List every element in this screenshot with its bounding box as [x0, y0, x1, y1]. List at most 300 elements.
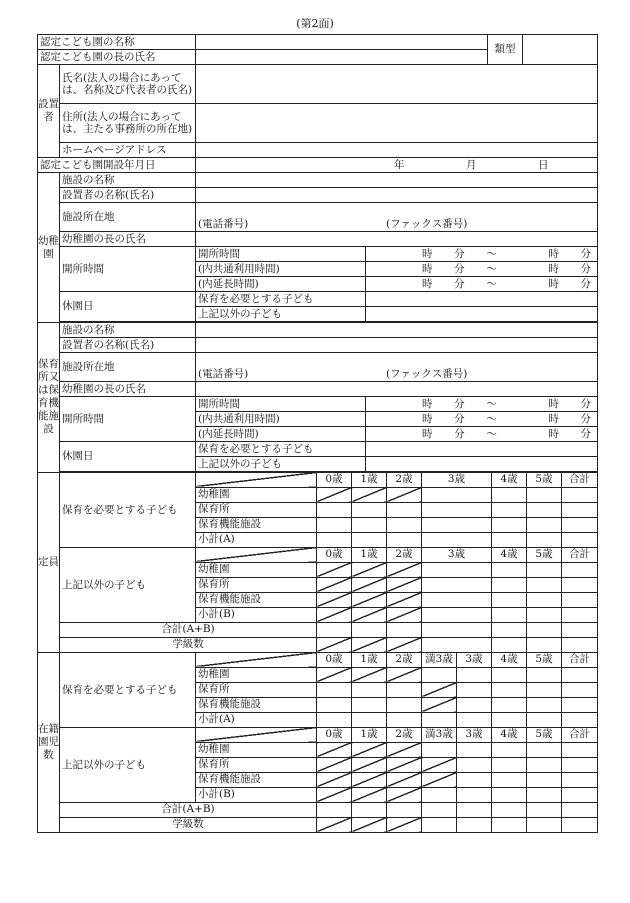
ns-common-hours-field[interactable]: [366, 412, 598, 427]
enr-cell[interactable]: [527, 757, 562, 772]
enr-cell[interactable]: [457, 802, 492, 817]
cap-cell[interactable]: [492, 502, 527, 517]
enr-age-header: 合計: [562, 652, 598, 667]
enr-cell[interactable]: [317, 697, 352, 712]
enr-cell[interactable]: [422, 817, 457, 832]
enr-cell[interactable]: [387, 682, 422, 697]
cap-cell[interactable]: [387, 502, 422, 517]
enr-cell-disabled: [352, 742, 387, 757]
cap-cell[interactable]: [422, 487, 492, 502]
cap-age-header: 合計: [562, 547, 598, 562]
enr-age-header: 満3歳: [422, 652, 457, 667]
cap-cell[interactable]: [387, 622, 422, 637]
cap-age-header: 2歳: [387, 547, 422, 562]
enr-cell-disabled: [317, 772, 352, 787]
enr-cell[interactable]: [562, 757, 598, 772]
enr-header-blank: [196, 652, 317, 667]
cap-cell[interactable]: [527, 622, 562, 637]
kg-closed-row: 上記以外の子ども: [196, 307, 366, 322]
kg-location-label: 施設所在地: [60, 203, 196, 232]
cap-cell[interactable]: [352, 517, 387, 532]
cap-cell-disabled: [352, 607, 387, 622]
cap-a-row-label: 保育所: [196, 502, 317, 517]
cap-total-label: 合計(A+B): [60, 622, 317, 637]
cap-group-a-label: 保育を必要とする子ども: [60, 472, 196, 547]
enr-cell-disabled: [387, 772, 422, 787]
cap-classes-label: 学級数: [60, 637, 317, 652]
cap-cell-disabled: [387, 637, 422, 652]
ns-founder-name-label: 設置者の名称(氏名): [60, 338, 196, 353]
kg-hours-row: 開所時間: [196, 247, 366, 262]
kg-facility-name-field[interactable]: [196, 173, 598, 188]
time-unit-label: 〜: [486, 412, 497, 425]
enr-cell[interactable]: [387, 802, 422, 817]
facility-name-label: 認定こども園の名称: [38, 35, 196, 50]
cap-cell[interactable]: [527, 517, 562, 532]
enr-age-header: 2歳: [387, 652, 422, 667]
enr-cell[interactable]: [562, 817, 598, 832]
ns-phone-label: (電話番号): [198, 368, 249, 380]
enr-cell[interactable]: [492, 817, 527, 832]
cap-cell-disabled: [352, 592, 387, 607]
enr-age-header: 4歳: [492, 652, 527, 667]
cap-age-header: 0歳: [317, 547, 352, 562]
cap-cell[interactable]: [492, 487, 527, 502]
director-name-label: 認定こども園の長の氏名: [38, 50, 196, 65]
cap-a-row-label: 幼稚園: [196, 487, 317, 502]
enr-cell[interactable]: [422, 742, 457, 757]
kg-director-label: 幼稚園の長の氏名: [60, 232, 196, 247]
homepage-label: ホームページアドレス: [60, 143, 196, 158]
ns-extended-hours-row: (内延長時間): [196, 427, 366, 442]
enr-subtotal-b-label: 小計(B): [196, 787, 317, 802]
cap-age-header: 0歳: [317, 472, 352, 487]
enr-b-row-label: 幼稚園: [196, 742, 317, 757]
enr-cell[interactable]: [562, 802, 598, 817]
cap-header-blank: [196, 472, 317, 487]
cap-cell-disabled: [317, 592, 352, 607]
enr-cell[interactable]: [492, 667, 527, 682]
enr-age-header: 4歳: [492, 727, 527, 742]
enr-subtotal-a-label: 小計(A): [196, 712, 317, 727]
cap-age-header: 2歳: [387, 472, 422, 487]
time-unit-label: 分: [580, 397, 591, 410]
enr-cell-disabled: [352, 757, 387, 772]
cap-age-header: 4歳: [492, 547, 527, 562]
enr-a-row-label: 保育所: [196, 682, 317, 697]
enr-cell[interactable]: [457, 787, 492, 802]
enr-cell[interactable]: [422, 667, 457, 682]
kg-closed-row: 保育を必要とする子ども: [196, 292, 366, 307]
enr-cell[interactable]: [527, 772, 562, 787]
enr-age-header: 1歳: [352, 652, 387, 667]
cap-cell[interactable]: [527, 637, 562, 652]
cap-age-header: 1歳: [352, 472, 387, 487]
enr-cell[interactable]: [527, 712, 562, 727]
cap-age-header: 5歳: [527, 472, 562, 487]
ns-closed-row: 保育を必要とする子ども: [196, 442, 366, 457]
enr-cell[interactable]: [317, 682, 352, 697]
enr-cell[interactable]: [492, 802, 527, 817]
cap-cell[interactable]: [422, 502, 492, 517]
founder-section-label: 設置者: [38, 65, 60, 158]
enr-cell[interactable]: [527, 667, 562, 682]
director-name-field[interactable]: [196, 50, 488, 65]
time-unit-label: 分: [454, 412, 465, 425]
enr-cell[interactable]: [562, 742, 598, 757]
cap-cell[interactable]: [317, 502, 352, 517]
cap-cell[interactable]: [527, 487, 562, 502]
enr-cell-disabled: [317, 787, 352, 802]
enr-cell[interactable]: [562, 682, 598, 697]
cap-subtotal-b-label: 小計(B): [196, 607, 317, 622]
enr-group-a-label: 保育を必要とする子ども: [60, 652, 196, 727]
cap-cell-disabled: [352, 487, 387, 502]
enr-cell[interactable]: [457, 667, 492, 682]
enr-cell-disabled: [352, 817, 387, 832]
cap-age-header: 4歳: [492, 472, 527, 487]
day-unit: 日: [538, 158, 549, 171]
time-unit-label: 時: [548, 262, 559, 275]
enr-cell[interactable]: [387, 712, 422, 727]
opening-date-field[interactable]: [196, 158, 598, 173]
enr-cell[interactable]: [352, 682, 387, 697]
cap-cell[interactable]: [492, 517, 527, 532]
cap-cell[interactable]: [387, 517, 422, 532]
ns-founder-name-field[interactable]: [196, 338, 598, 353]
time-unit-label: 分: [580, 412, 591, 425]
cap-cell[interactable]: [492, 607, 527, 622]
enr-cell-disabled: [422, 772, 457, 787]
cap-age-header: 3歳: [422, 547, 492, 562]
enr-cell[interactable]: [492, 697, 527, 712]
cap-a-row-label: 保育機能施設: [196, 517, 317, 532]
ns-closed-field[interactable]: [366, 457, 598, 472]
cap-cell-disabled: [387, 487, 422, 502]
cap-cell[interactable]: [527, 577, 562, 592]
cap-age-header: 3歳: [422, 472, 492, 487]
time-unit-label: 分: [580, 277, 591, 290]
page-title: (第2面): [296, 17, 334, 30]
enr-cell[interactable]: [527, 802, 562, 817]
kg-extended-hours-field[interactable]: [366, 277, 598, 292]
enr-cell[interactable]: [562, 772, 598, 787]
time-unit-label: 分: [580, 262, 591, 275]
kg-closed-field[interactable]: [366, 307, 598, 322]
cap-cell[interactable]: [422, 517, 492, 532]
capacity-section-label: 定員: [38, 472, 60, 652]
enr-age-header: 満3歳: [422, 727, 457, 742]
enr-group-b-label: 上記以外の子ども: [60, 727, 196, 802]
cap-age-header: 5歳: [527, 547, 562, 562]
cap-cell-disabled: [387, 607, 422, 622]
cap-cell[interactable]: [422, 562, 492, 577]
application-form: [37, 34, 597, 870]
enr-age-header: 1歳: [352, 727, 387, 742]
time-unit-label: 時: [548, 427, 559, 440]
ns-hours-field[interactable]: [366, 397, 598, 412]
enr-cell[interactable]: [492, 682, 527, 697]
time-unit-label: 分: [454, 397, 465, 410]
cap-cell[interactable]: [422, 622, 492, 637]
kg-founder-name-label: 設置者の名称(氏名): [60, 188, 196, 203]
enr-cell[interactable]: [562, 697, 598, 712]
kg-hours-label: 開所時間: [60, 247, 196, 292]
ns-director-field[interactable]: [196, 382, 598, 397]
ns-fax-label: (ファックス番号): [386, 368, 468, 380]
founder-address-field[interactable]: [196, 104, 598, 143]
enr-cell-disabled: [422, 682, 457, 697]
time-unit-label: 時: [422, 427, 433, 440]
enr-cell[interactable]: [492, 757, 527, 772]
type-label: 類型: [488, 35, 523, 65]
enr-cell-disabled: [422, 757, 457, 772]
cap-cell[interactable]: [562, 502, 598, 517]
cap-cell-disabled: [387, 562, 422, 577]
cap-cell[interactable]: [562, 487, 598, 502]
cap-cell-disabled: [387, 577, 422, 592]
kg-hours-field[interactable]: [366, 247, 598, 262]
cap-cell[interactable]: [562, 517, 598, 532]
enr-cell[interactable]: [422, 712, 457, 727]
enr-cell[interactable]: [457, 772, 492, 787]
enr-cell-disabled: [387, 742, 422, 757]
cap-cell[interactable]: [317, 622, 352, 637]
cap-cell[interactable]: [492, 532, 527, 547]
time-unit-label: 時: [548, 397, 559, 410]
cap-cell-disabled: [387, 592, 422, 607]
cap-cell[interactable]: [422, 577, 492, 592]
cap-cell[interactable]: [562, 622, 598, 637]
cap-cell[interactable]: [492, 622, 527, 637]
time-unit-label: 分: [454, 247, 465, 260]
cap-cell[interactable]: [492, 592, 527, 607]
cap-b-row-label: 保育所: [196, 577, 317, 592]
ns-hours-row: 開所時間: [196, 397, 366, 412]
time-unit-label: 分: [454, 427, 465, 440]
cap-age-header: 合計: [562, 472, 598, 487]
kg-founder-name-field[interactable]: [196, 188, 598, 203]
time-unit-label: 時: [548, 277, 559, 290]
cap-cell[interactable]: [562, 532, 598, 547]
kg-extended-hours-row: (内延長時間): [196, 277, 366, 292]
enrolled-table: [37, 652, 598, 833]
enr-header-blank: [196, 727, 317, 742]
enrolled-section-label: 在籍園児数: [38, 652, 60, 832]
enr-cell-disabled: [387, 787, 422, 802]
ns-director-label: 幼稚園の長の氏名: [60, 382, 196, 397]
cap-cell[interactable]: [492, 637, 527, 652]
cap-cell[interactable]: [527, 592, 562, 607]
ns-closed-field[interactable]: [366, 442, 598, 457]
nursery-section-label: 保育所又は保育機能施設: [38, 323, 60, 473]
enr-total-label: 合計(A+B): [60, 802, 317, 817]
cap-cell[interactable]: [422, 592, 492, 607]
enr-cell[interactable]: [492, 772, 527, 787]
cap-cell[interactable]: [352, 532, 387, 547]
time-unit-label: 時: [548, 412, 559, 425]
year-unit: 年: [394, 158, 405, 171]
cap-cell[interactable]: [492, 562, 527, 577]
cap-cell[interactable]: [562, 577, 598, 592]
cap-cell-disabled: [352, 577, 387, 592]
cap-cell[interactable]: [527, 532, 562, 547]
enr-b-row-label: 保育所: [196, 757, 317, 772]
enr-classes-label: 学級数: [60, 817, 317, 832]
cap-cell[interactable]: [422, 532, 492, 547]
time-unit-label: 〜: [486, 262, 497, 275]
enr-cell[interactable]: [527, 817, 562, 832]
cap-header-blank: [196, 547, 317, 562]
enr-b-row-label: 保育機能施設: [196, 772, 317, 787]
month-unit: 月: [466, 158, 477, 171]
time-unit-label: 時: [548, 247, 559, 260]
time-unit-label: 〜: [486, 247, 497, 260]
ns-location-field[interactable]: [196, 353, 598, 382]
enr-cell-disabled: [352, 772, 387, 787]
founder-address-label: 住所(法人の場合にあっては、主たる事務所の所在地): [60, 104, 196, 143]
enr-cell[interactable]: [562, 787, 598, 802]
cap-cell-disabled: [317, 637, 352, 652]
enr-cell[interactable]: [457, 712, 492, 727]
cap-cell-disabled: [352, 637, 387, 652]
cap-cell[interactable]: [352, 622, 387, 637]
enr-cell-disabled: [387, 757, 422, 772]
ns-extended-hours-field[interactable]: [366, 427, 598, 442]
enr-cell[interactable]: [387, 697, 422, 712]
kg-common-hours-row: (内共通利用時間): [196, 262, 366, 277]
enr-cell-disabled: [317, 757, 352, 772]
cap-cell[interactable]: [492, 577, 527, 592]
cap-cell[interactable]: [562, 607, 598, 622]
enr-age-header: 3歳: [457, 727, 492, 742]
type-field[interactable]: [523, 35, 598, 65]
cap-cell[interactable]: [527, 562, 562, 577]
founder-name-label: 氏名(法人の場合にあっては、名称及び代表者の氏名): [60, 65, 196, 104]
enr-cell[interactable]: [562, 712, 598, 727]
cap-cell[interactable]: [422, 637, 492, 652]
enr-age-header: 2歳: [387, 727, 422, 742]
cap-cell[interactable]: [317, 532, 352, 547]
enr-cell-disabled: [387, 667, 422, 682]
enr-cell-disabled: [317, 817, 352, 832]
enr-age-header: 0歳: [317, 727, 352, 742]
time-unit-label: 分: [580, 427, 591, 440]
cap-cell[interactable]: [562, 592, 598, 607]
enr-a-row-label: 幼稚園: [196, 667, 317, 682]
kg-director-field[interactable]: [196, 232, 598, 247]
enr-cell[interactable]: [422, 802, 457, 817]
cap-cell[interactable]: [387, 532, 422, 547]
enr-cell[interactable]: [317, 802, 352, 817]
kg-facility-name-label: 施設の名称: [60, 173, 196, 188]
enr-age-header: 5歳: [527, 727, 562, 742]
enr-cell-disabled: [387, 817, 422, 832]
kg-closed-label: 休園日: [60, 292, 196, 322]
enr-cell[interactable]: [457, 697, 492, 712]
enr-cell[interactable]: [352, 802, 387, 817]
homepage-field[interactable]: [196, 143, 598, 158]
enr-cell[interactable]: [457, 817, 492, 832]
cap-cell-disabled: [317, 607, 352, 622]
founder-name-field[interactable]: [196, 65, 598, 104]
capacity-table: [37, 472, 598, 653]
cap-cell[interactable]: [527, 502, 562, 517]
enr-cell[interactable]: [352, 697, 387, 712]
kg-phone-label: (電話番号): [198, 218, 249, 230]
ns-facility-name-field[interactable]: [196, 323, 598, 338]
ns-closed-row: 上記以外の子ども: [196, 457, 366, 472]
cap-cell-disabled: [317, 562, 352, 577]
kg-location-field[interactable]: [196, 203, 598, 232]
kg-closed-field[interactable]: [366, 292, 598, 307]
enr-cell[interactable]: [457, 757, 492, 772]
enr-cell[interactable]: [492, 712, 527, 727]
time-unit-label: 分: [454, 277, 465, 290]
enr-age-header: 3歳: [457, 652, 492, 667]
enr-cell[interactable]: [457, 742, 492, 757]
enr-cell[interactable]: [492, 787, 527, 802]
enr-cell-disabled: [317, 742, 352, 757]
time-unit-label: 〜: [486, 427, 497, 440]
cap-cell-disabled: [317, 487, 352, 502]
enr-cell[interactable]: [317, 712, 352, 727]
enr-cell[interactable]: [527, 697, 562, 712]
enr-cell-disabled: [422, 697, 457, 712]
enr-cell[interactable]: [527, 742, 562, 757]
time-unit-label: 時: [422, 412, 433, 425]
time-unit-label: 時: [422, 247, 433, 260]
cap-cell[interactable]: [317, 517, 352, 532]
enr-cell-disabled: [352, 787, 387, 802]
enr-cell-disabled: [317, 667, 352, 682]
ns-hours-label: 開所時間: [60, 397, 196, 442]
ns-common-hours-row: (内共通利用時間): [196, 412, 366, 427]
time-unit-label: 分: [580, 247, 591, 260]
facility-name-field[interactable]: [196, 35, 488, 50]
opening-date-label: 認定こども園開設年月日: [38, 158, 196, 173]
enr-a-row-label: 保育機能施設: [196, 697, 317, 712]
time-unit-label: 時: [422, 262, 433, 275]
enr-cell[interactable]: [457, 682, 492, 697]
enr-age-header: 0歳: [317, 652, 352, 667]
enr-cell-disabled: [352, 667, 387, 682]
cap-cell[interactable]: [422, 607, 492, 622]
kg-common-hours-field[interactable]: [366, 262, 598, 277]
enr-cell[interactable]: [527, 787, 562, 802]
cap-b-row-label: 保育機能施設: [196, 592, 317, 607]
cap-cell-disabled: [352, 562, 387, 577]
cap-group-b-label: 上記以外の子ども: [60, 547, 196, 622]
ns-location-label: 施設所在地: [60, 353, 196, 382]
time-unit-label: 分: [454, 262, 465, 275]
enr-cell[interactable]: [562, 667, 598, 682]
time-unit-label: 〜: [486, 397, 497, 410]
kg-fax-label: (ファックス番号): [386, 218, 468, 230]
cap-cell[interactable]: [527, 607, 562, 622]
ns-closed-label: 休園日: [60, 442, 196, 472]
enr-cell[interactable]: [492, 742, 527, 757]
cap-subtotal-a-label: 小計(A): [196, 532, 317, 547]
enr-cell[interactable]: [527, 682, 562, 697]
enr-cell[interactable]: [422, 787, 457, 802]
kindergarten-section-label: 幼稚園: [38, 173, 60, 323]
cap-cell[interactable]: [562, 637, 598, 652]
enr-cell[interactable]: [352, 712, 387, 727]
enr-age-header: 合計: [562, 727, 598, 742]
cap-cell[interactable]: [562, 562, 598, 577]
cap-cell[interactable]: [352, 502, 387, 517]
